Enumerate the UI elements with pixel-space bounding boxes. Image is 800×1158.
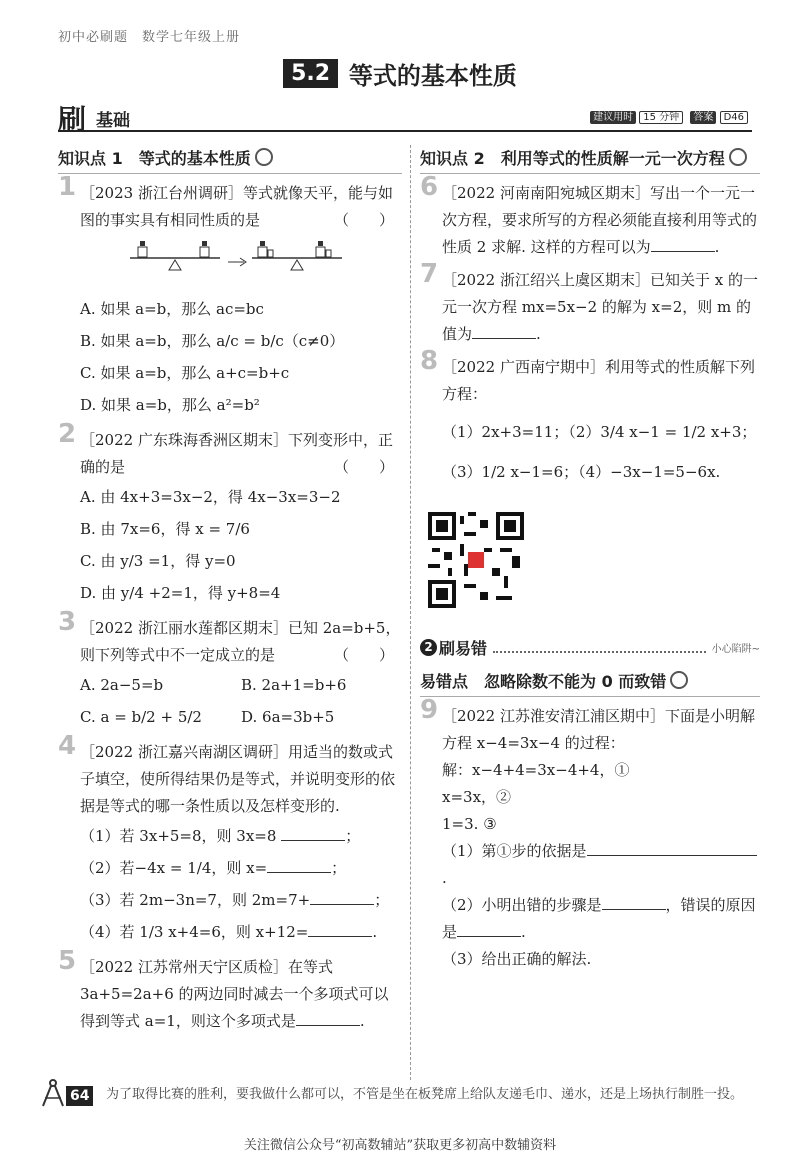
sub-item-text: （2）若−4x = 1/4，则 x= — [80, 859, 268, 877]
option-a: A. 如果 a=b，那么 ac=bc — [80, 300, 264, 318]
target-icon — [670, 671, 688, 689]
equations-line-2: （3）1/2 x−1=6；（4）−3x−1=5−6x. — [442, 463, 721, 481]
question-6: 6 ［2022 河南南阳宛城区期末］写出一个一元一次方程，要求所写的方程必须能直接利用等式的性质 2 求解. 这样的方程可以为 . — [420, 172, 758, 256]
answer-paren: （ ） — [333, 646, 394, 664]
time-label: 建议用时 — [590, 111, 636, 124]
option-c: C. 如果 a=b，那么 a+c=b+c — [80, 364, 290, 382]
question-2 — [58, 419, 402, 609]
error-point-label: 易错点 忽略除数不能为 0 而致错 — [420, 672, 667, 691]
question-text: ［2022 浙江绍兴上虞区期末］已知关于 x 的一元一次方程 mx=5x−2 的解为 x=2，则 m 的值为 — [442, 271, 758, 343]
answer-paren: （ ） — [333, 211, 394, 229]
option-a: A. 2a−5=b — [80, 676, 164, 694]
question-number: 9 — [420, 695, 439, 725]
header-series-title: 初中必刷题 数学七年级上册 — [58, 30, 241, 45]
sub-item-text: （2）小明出错的步骤是 — [442, 896, 602, 914]
question-number: 8 — [420, 346, 439, 376]
compass-icon — [40, 1078, 66, 1108]
question-3 — [58, 607, 402, 733]
time-value: 15 分钟 — [639, 111, 683, 124]
question-8 — [420, 346, 760, 488]
answer-blank[interactable] — [651, 237, 715, 252]
dotted-divider — [493, 643, 706, 653]
footer-note: 关注微信公众号“初高数辅站”获取更多初高中数辅资料 — [243, 1138, 557, 1153]
motivational-quote: 为了取得比赛的胜利，要我做什么都可以，不管是坐在板凳席上给队友递毛巾、递水，还是上场执行制胜一投。 — [106, 1087, 744, 1102]
answer-blank[interactable] — [281, 826, 345, 841]
section-circle-number: 2 — [420, 639, 437, 656]
question-text: ［2022 江苏常州天宁区质检］在等式 3a+5=2a+6 的两边同时减去一个多项式可以得到等式 a=1，则这个多项式是 — [80, 958, 389, 1030]
section-number-badge: 5.2 — [283, 59, 338, 88]
answer-blank[interactable] — [267, 858, 331, 873]
sub-item-1: （1）若 3x+5=8，则 3x=8 ； — [80, 827, 361, 845]
answer-blank[interactable] — [296, 1011, 360, 1026]
answer-label: 答案 — [690, 111, 716, 124]
right-column — [420, 146, 760, 979]
answer-page: D46 — [720, 111, 748, 124]
left-column — [58, 146, 402, 1041]
question-4 — [58, 731, 402, 948]
sub-item-text-cont: ，错误的原因是 — [442, 896, 756, 941]
answer-blank[interactable] — [602, 895, 666, 910]
shua-char: 刷 — [58, 103, 87, 136]
answer-blank[interactable] — [308, 922, 372, 937]
answer-paren: （ ） — [333, 458, 394, 476]
question-number: 3 — [58, 607, 77, 637]
equations-line-1: （1）2x+3=11；（2）3/4 x−1 = 1/2 x+3； — [442, 423, 757, 441]
option-c: C. a = b/2 + 5/2 — [80, 708, 202, 726]
error-prone-point — [420, 669, 760, 697]
question-number: 5 — [58, 946, 77, 976]
question-text: ［2022 广东珠海香洲区期末］下列变形中，正确的是 — [80, 431, 393, 476]
option-d: D. 如果 a=b，那么 a²=b² — [80, 396, 260, 414]
sub-item-3: （3）给出正确的解法. — [442, 950, 592, 968]
question-text: ［2022 江苏淮安清江浦区期中］下面是小明解方程 x−4=3x−4 的过程： — [442, 707, 755, 752]
sub-item-text: （1）若 3x+5=8，则 3x=8 — [80, 827, 277, 845]
option-b: B. 如果 a=b，那么 a/c = b/c（c≠0） — [80, 332, 345, 350]
target-icon — [729, 148, 747, 166]
solution-step-2: x=3x，② — [442, 788, 512, 806]
page-number: 64 — [66, 1086, 93, 1106]
question-number: 2 — [58, 419, 77, 449]
page-title — [0, 56, 800, 91]
answer-blank[interactable] — [457, 922, 521, 937]
question-number: 7 — [420, 259, 439, 289]
question-5: 5 ［2022 江苏常州天宁区质检］在等式 3a+5=2a+6 的两边同时减去一个多项式可以得到等式 a=1，则这个多项式是 . — [58, 946, 389, 1030]
time-suggestion — [590, 108, 752, 123]
option-c: C. 由 y/3 =1，得 y=0 — [80, 552, 236, 570]
sub-item-1: （1）第①步的依据是. — [442, 838, 760, 892]
question-text: ［2022 广西南宁期中］利用等式的性质解下列方程： — [442, 358, 755, 403]
column-divider — [410, 145, 411, 1080]
error-prone-section-bar — [420, 636, 760, 659]
section-title: 等式的基本性质 — [348, 62, 517, 90]
solution-step-1: 解：x−4+4=3x−4+4，① — [442, 761, 630, 779]
basic-section-bar — [58, 100, 752, 136]
question-number: 6 — [420, 172, 439, 202]
question-1 — [58, 172, 402, 421]
question-number: 1 — [58, 172, 77, 202]
tip-text: 小心陷阱~ — [711, 644, 760, 655]
answer-blank[interactable] — [472, 324, 536, 339]
answer-blank[interactable] — [310, 890, 374, 905]
question-number: 4 — [58, 731, 77, 761]
answer-blank[interactable] — [587, 841, 757, 856]
sub-item-2: （2）若−4x = 1/4，则 x= ； — [80, 859, 347, 877]
qr-code-image — [428, 512, 524, 608]
question-9 — [420, 695, 760, 973]
kp2-label: 知识点 2 利用等式的性质解一元一次方程 — [420, 149, 725, 168]
sub-item-4: （4）若 1/3 x+4=6，则 x+12= . — [80, 923, 378, 941]
option-b: B. 由 7x=6，得 x = 7/6 — [80, 520, 250, 538]
option-b: B. 2a+1=b+6 — [241, 676, 347, 694]
kp1-label: 知识点 1 等式的基本性质 — [58, 149, 251, 168]
sub-item-3: （3）若 2m−3n=7，则 2m=7+ ； — [80, 891, 390, 909]
sub-item-text: （1）第①步的依据是 — [442, 842, 587, 860]
error-prone-label: 刷易错 — [439, 639, 488, 658]
question-text: ［2022 浙江嘉兴南湖区调研］用适当的数或式子填空，使所得结果仍是等式，并说明变形的依据是等式的哪一条性质以及怎样变形的. — [80, 743, 396, 815]
question-text: ［2023 浙江台州调研］等式就像天平，能与如图的事实具有相同性质的是 — [80, 184, 393, 229]
balance-scale-figure — [120, 238, 402, 287]
question-7: 7 ［2022 浙江绍兴上虞区期末］已知关于 x 的一元一次方程 mx=5x−2 的解为 x=2，则 m 的值为 . — [420, 259, 758, 343]
knowledge-point-2 — [420, 146, 760, 174]
sub-item-text: （3）若 2m−3n=7，则 2m=7+ — [80, 891, 311, 909]
option-d: D. 6a=3b+5 — [241, 708, 335, 726]
knowledge-point-1 — [58, 146, 402, 174]
question-text: ［2022 浙江丽水莲都区期末］已知 2a=b+5，则下列等式中不一定成立的是 — [80, 619, 401, 664]
sub-item-2: （2）小明出错的步骤是 ，错误的原因是 . — [442, 896, 756, 941]
section-label: 基础 — [96, 111, 130, 131]
option-a: A. 由 4x+3=3x−2，得 4x−3x=3−2 — [80, 488, 341, 506]
balance-scale-icon — [120, 238, 350, 278]
option-d: D. 由 y/4 +2=1，得 y+8=4 — [80, 584, 281, 602]
target-icon — [255, 148, 273, 166]
question-text: ［2022 河南南阳宛城区期末］写出一个一元一次方程，要求所写的方程必须能直接利用等式的性质 2 求解. 这样的方程可以为 — [442, 184, 758, 256]
sub-item-text: （4）若 1/3 x+4=6，则 x+12= — [80, 923, 309, 941]
solution-step-3: 1=3. ③ — [442, 815, 497, 833]
